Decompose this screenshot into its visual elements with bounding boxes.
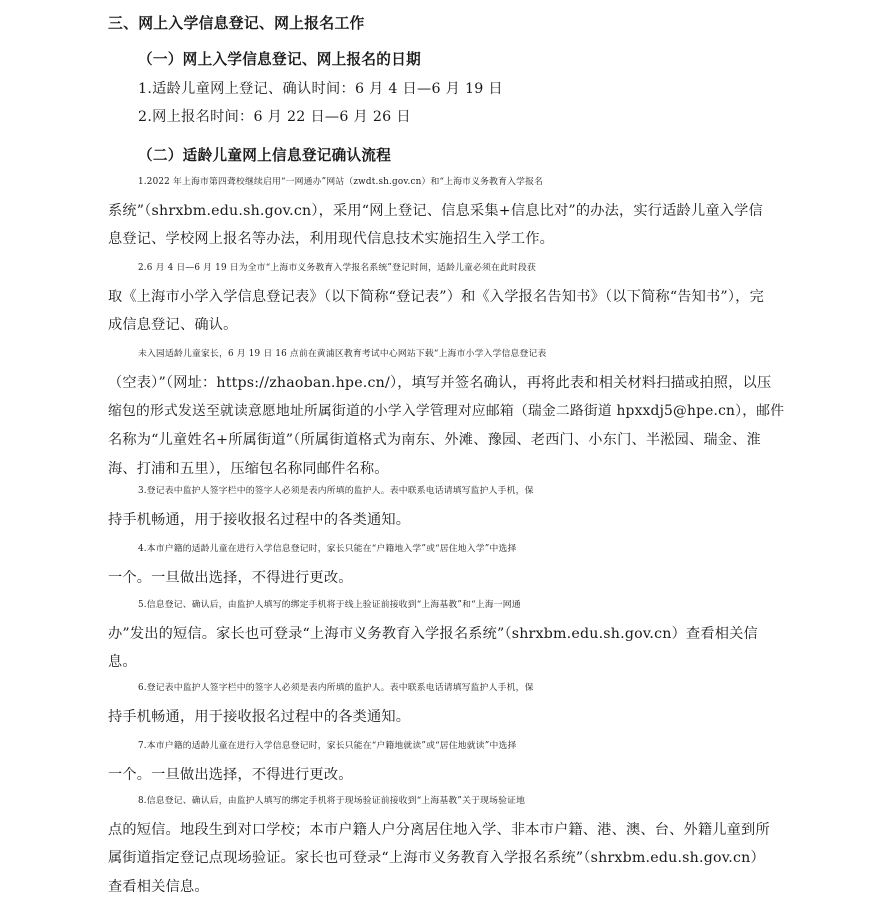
paragraph-3 <box>108 340 788 484</box>
paragraph-9 <box>108 787 788 902</box>
paragraph-line: 名称为“儿童姓名+所属街道”（所属街道格式为南东、外滩、豫园、老西门、小东门、半淞园、瑞金、淮 <box>108 432 761 449</box>
paragraph-line: 成信息登记、确认。 <box>108 317 238 334</box>
paragraph-line: 点的短信。地段生到对口学校；本市户籍人户分离居住地入学、非本市户籍、港、澳、台、外籍儿童到所 <box>108 821 770 838</box>
paragraph-line: 3.登记表中监护人签字栏中的签字人必须是表内所填的监护人。表中联系电话请填写监护人手机，保 <box>138 486 534 496</box>
paragraph-4 <box>108 477 788 534</box>
date-item-1: 1.适龄儿童网上登记、确认时间：6 月 4 日—6 月 19 日 <box>138 81 503 97</box>
paragraph-line: 持手机畅通，用于接收报名过程中的各类通知。 <box>108 708 411 725</box>
paragraph-line: 一个。一旦做出选择，不得进行更改。 <box>108 569 353 586</box>
paragraph-6 <box>108 591 788 677</box>
paragraph-1 <box>108 168 788 254</box>
subsection-heading-2: （二）适龄儿童网上信息登记确认流程 <box>138 147 392 164</box>
paragraph-line: 息。 <box>108 654 137 671</box>
paragraph-line: 属街道指定登记点现场验证。家长也可登录“上海市义务教育入学报名系统”（shrxbm.edu.sh.gov.cn） <box>108 850 765 867</box>
subsection-heading-1: （一）网上入学信息登记、网上报名的日期 <box>138 51 421 68</box>
paragraph-line: 一个。一旦做出选择，不得进行更改。 <box>108 766 353 783</box>
paragraph-line: 4.本市户籍的适龄儿童在进行入学信息登记时，家长只能在“户籍地入学”或“居住地入学”中选择 <box>138 544 517 554</box>
paragraph-line: 持手机畅通，用于接收报名过程中的各类通知。 <box>108 511 411 528</box>
paragraph-line: 海、打浦和五里），压缩包名称同邮件名称。 <box>108 460 389 477</box>
section-heading: 三、网上入学信息登记、网上报名工作 <box>108 15 365 32</box>
paragraph-8 <box>108 732 788 789</box>
paragraph-line: 1.2022 年上海市第四聋校继续启用“一网通办”网站（zwdt.sh.gov.cn）和“上海市义务教育入学报名 <box>138 177 544 187</box>
paragraph-2 <box>108 254 788 340</box>
paragraph-line: 办”发出的短信。家长也可登录“上海市义务教育入学报名系统”（shrxbm.edu.sh.gov.cn）查看相关信 <box>108 625 758 642</box>
paragraph-5 <box>108 535 788 592</box>
paragraph-7 <box>108 674 788 731</box>
paragraph-line: 缩包的形式发送至就读意愿地址所属街道的小学入学管理对应邮箱（瑞金二路街道 hpxxdj5@hpe.cn），邮件 <box>108 403 785 420</box>
paragraph-line: （空表）”（网址：https://zhaoban.hpe.cn/），填写并签名确认，再将此表和相关材料扫描或拍照，以压 <box>108 374 772 391</box>
paragraph-line: 息登记、学校网上报名等办法，利用现代信息技术实施招生入学工作。 <box>108 231 555 248</box>
paragraph-line: 8.信息登记、确认后，由监护人填写的绑定手机将于现场验证前接收到“上海基教”关于现场验证地 <box>138 796 526 806</box>
paragraph-line: 未入园适龄儿童家长，6 月 19 日 16 点前在黄浦区教育考试中心网站下载“上海市小学入学信息登记表 <box>138 349 547 359</box>
paragraph-line: 2.6 月 4 日—6 月 19 日为全市“上海市义务教育入学报名系统”登记时间，适龄儿童必须在此时段获 <box>138 263 537 273</box>
paragraph-line: 6.登记表中监护人签字栏中的签字人必须是表内所填的监护人。表中联系电话请填写监护人手机，保 <box>138 683 534 693</box>
paragraph-line: 系统”（shrxbm.edu.sh.gov.cn），采用“网上登记、信息采集+信息比对”的办法，实行适龄儿童入学信 <box>108 202 763 219</box>
paragraph-line: 5.信息登记、确认后，由监护人填写的绑定手机将于线上验证前接收到“上海基教”和“上海一网通 <box>138 600 521 610</box>
paragraph-line: 取《上海市小学入学信息登记表》（以下简称“登记表”）和《入学报名告知书》（以下简称“告知书”），完 <box>108 288 764 305</box>
paragraph-line: 查看相关信息。 <box>108 879 209 896</box>
paragraph-line: 7.本市户籍的适龄儿童在进行入学信息登记时，家长只能在“户籍地就读”或“居住地就读”中选择 <box>138 741 517 751</box>
date-item-2: 2.网上报名时间：6 月 22 日—6 月 26 日 <box>138 109 411 125</box>
